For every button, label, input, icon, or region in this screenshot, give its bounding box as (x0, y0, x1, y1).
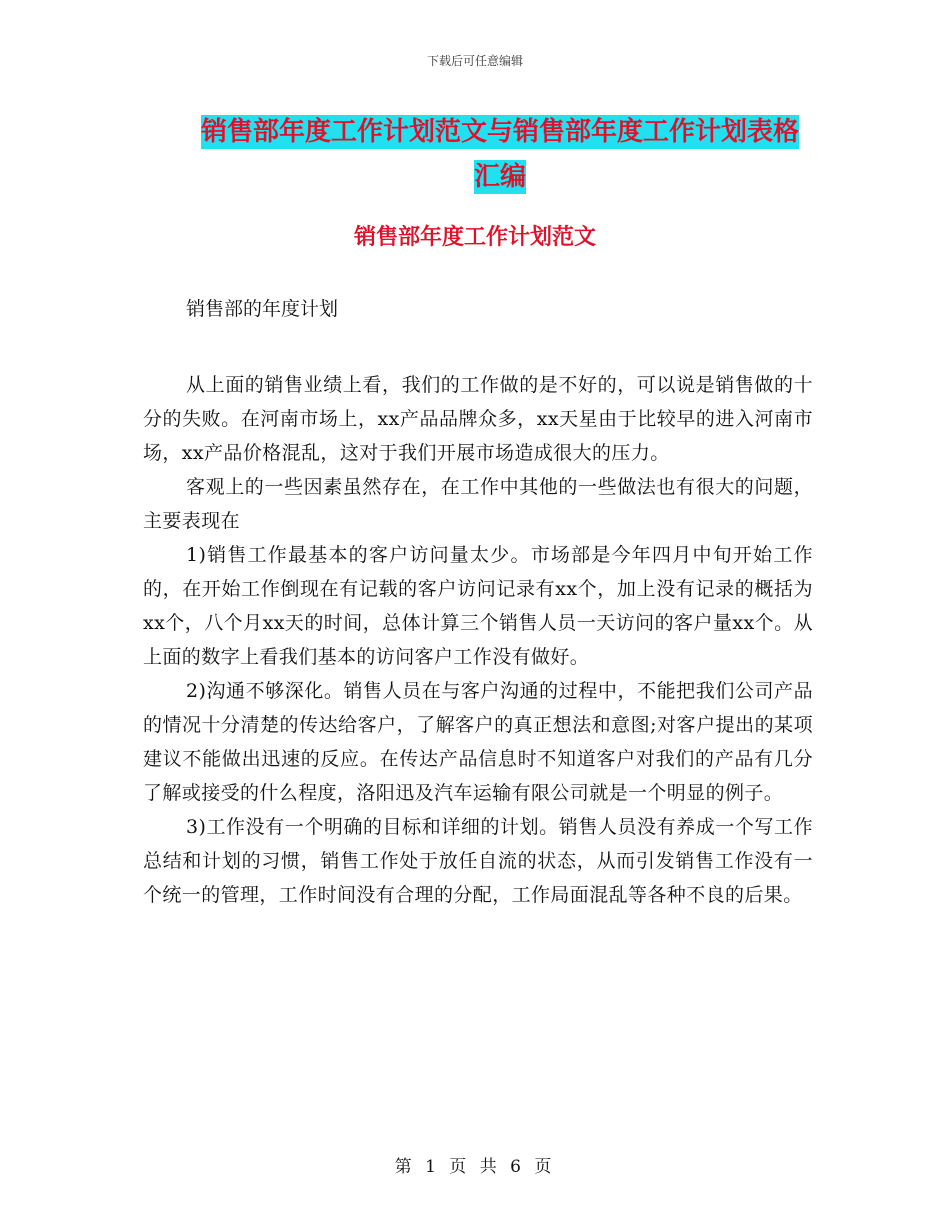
body-text (143, 368, 813, 912)
page-header: 下载后可任意编辑 (426, 54, 523, 68)
paragraph: 2)沟通不够深化。销售人员在与客户沟通的过程中，不能把我们公司产品的情况十分清楚的传达给客户，了解客户的真正想法和意图;对客户提出的某项建议不能做出迅速的反应。在传达产品信息时不知道客户对我们的产品有几分了解或接受的什么程度，洛阳迅及汽车运输有限公司就是一个明显的例子。 (143, 680, 813, 804)
paragraph: 客观上的一些因素虽然存在，在工作中其他的一些做法也有很大的问题，主要表现在 (143, 476, 813, 532)
section-title: 销售部年度工作计划范文 (353, 225, 596, 250)
paragraph: 从上面的销售业绩上看，我们的工作做的是不好的，可以说是销售做的十分的失败。在河南市场上，xx产品品牌众多，xx天星由于比较早的进入河南市场，xx产品价格混乱，这对于我们开展市场造成很大的压力。 (143, 374, 813, 464)
page-footer: 第 1 页 共 6 页 (394, 1157, 556, 1177)
document-title (190, 110, 810, 200)
paragraph: 1)销售工作最基本的客户访问量太少。市场部是今年四月中旬开始工作的，在开始工作倒现在有记载的客户访问记录有xx个，加上没有记录的概括为xx个，八个月xx天的时间，总体计算三个销售人员一天访问的客户量xx个。从上面的数字上看我们基本的访问客户工作没有做好。 (143, 544, 813, 668)
document-title-text: 销售部年度工作计划范文与销售部年度工作计划表格汇编 (200, 117, 799, 192)
paragraph: 3)工作没有一个明确的目标和详细的计划。销售人员没有养成一个写工作总结和计划的习惯，销售工作处于放任自流的状态，从而引发销售工作没有一个统一的管理，工作时间没有合理的分配，工作局面混乱等各种不良的后果。 (143, 816, 813, 906)
subtitle: 销售部的年度计划 (186, 298, 339, 320)
